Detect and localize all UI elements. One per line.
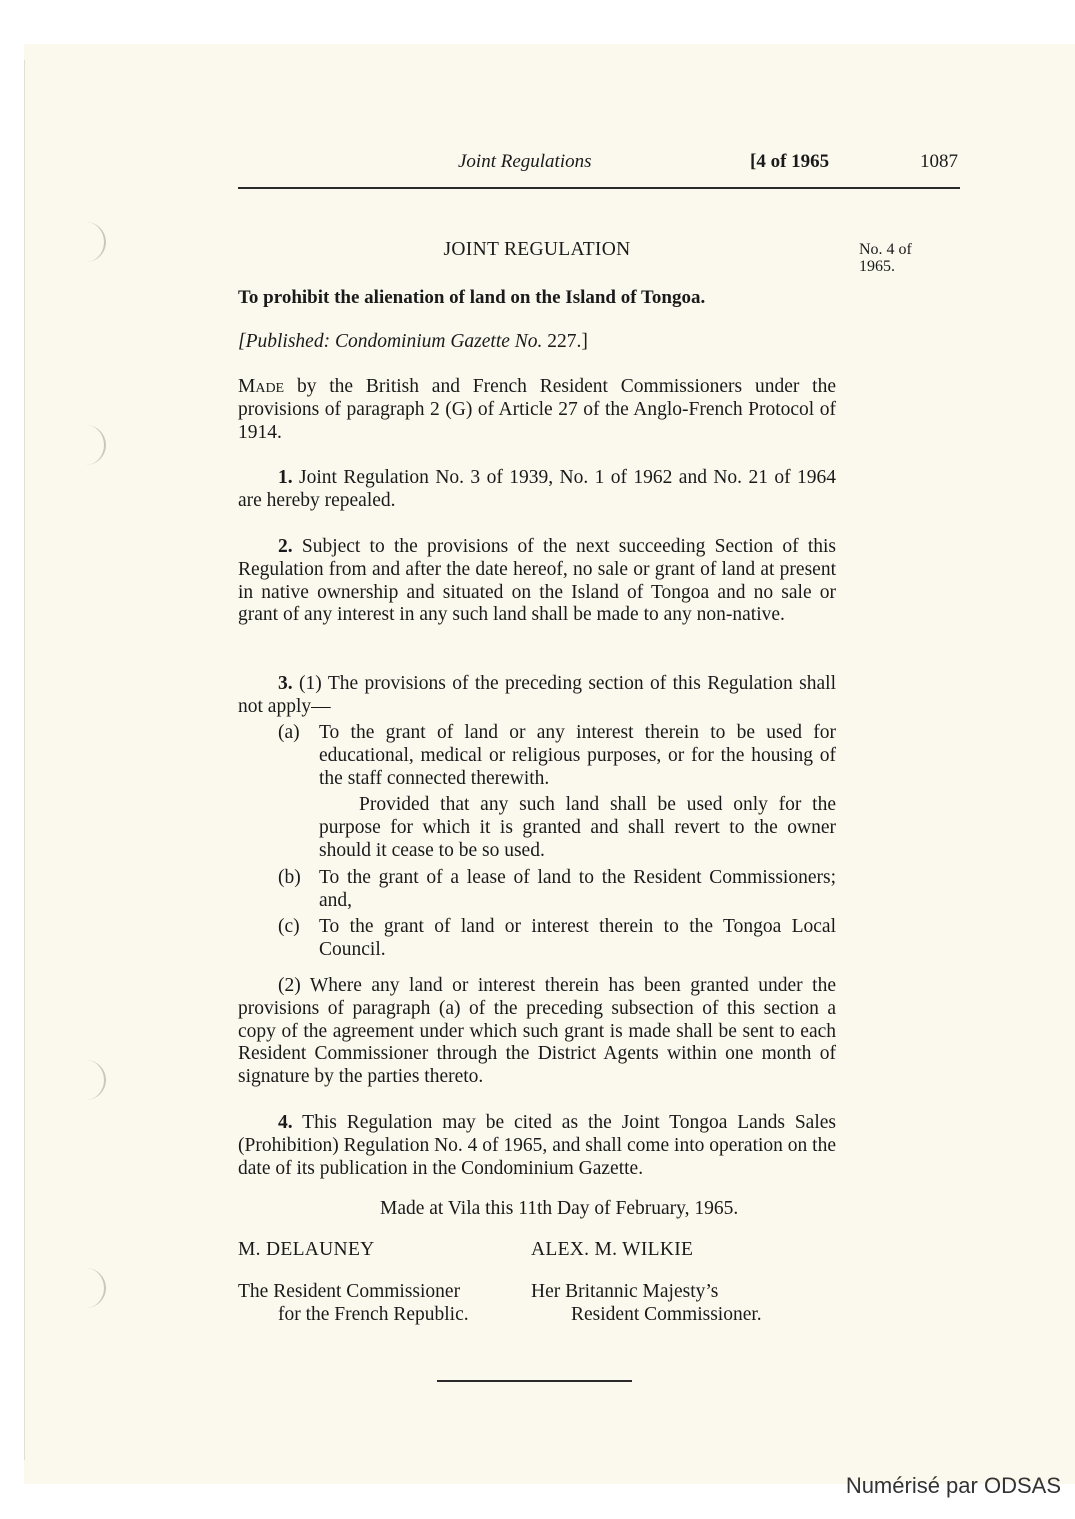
running-title: Joint Regulations: [458, 151, 592, 172]
header-rule: [238, 187, 960, 189]
preamble-text: by the British and French Resident Commissioners under the provisions of paragraph 2 (G) of Article 27 of the Anglo-French Protocol of 1914.: [238, 376, 836, 443]
section-2: [238, 536, 836, 627]
regulation-subtitle: To prohibit the alienation of land on the Island of Tongoa.: [238, 287, 706, 308]
section-3-sub-1-text: (1) The provisions of the preceding section of this Regulation shall not apply—: [238, 673, 836, 717]
signatory-right-name: ALEX. M. WILKIE: [531, 1239, 694, 1260]
margin-note: [859, 241, 912, 275]
section-4-number: 4.: [278, 1112, 293, 1133]
section-3-sub-1: [238, 673, 836, 719]
published-prefix: [Published:: [238, 331, 335, 352]
scan-watermark: Numérisé par ODSAS: [845, 1473, 1061, 1498]
item-b-label: (b): [278, 867, 301, 888]
act-reference: [4 of 1965: [750, 151, 830, 172]
item-c-label: (c): [278, 916, 300, 937]
section-3-number: 3.: [278, 673, 293, 694]
made-word: Made: [238, 376, 285, 397]
section-1-number: 1.: [278, 467, 293, 488]
section-1-text: Joint Regulation No. 3 of 1939, No. 1 of 1962 and No. 21 of 1964 are hereby repealed.: [238, 467, 836, 511]
margin-note-line-2: 1965.: [859, 258, 895, 275]
item-a-label: (a): [278, 722, 300, 743]
section-2-text: Subject to the provisions of the next succeeding Section of this Regulation from and after the date hereof, no sale or grant of land at present in native ownership and situated on the Island of Tongoa and no sale or grant of any interest in any such land shall be made to any non-native.: [238, 536, 836, 626]
page-number: 1087: [920, 151, 958, 172]
signatory-right-title-2: Resident Commissioner.: [571, 1304, 762, 1325]
item-a-proviso: Provided that any such land shall be used only for the purpose for which it is granted and shall revert to the owner should it cease to be so used.: [319, 794, 836, 861]
section-4-text: This Regulation may be cited as the Joint Tongoa Lands Sales (Prohibition) Regulation No. 4 of 1965, and shall come into operation on the date of its publication in the Condominium Gazette.: [238, 1112, 836, 1179]
item-a-text: To the grant of land or any interest therein to be used for educational, medical or religious purposes, or for the housing of the staff connected therewith.: [319, 722, 836, 789]
item-b-text: To the grant of a lease of land to the Resident Commissioners; and,: [319, 867, 836, 911]
item-c-text: To the grant of land or interest therein to the Tongoa Local Council.: [319, 916, 836, 960]
section-4: [238, 1112, 836, 1180]
gazette-number: 227.]: [542, 331, 588, 352]
margin-note-line-1: No. 4 of: [859, 241, 912, 258]
signatory-left-name: M. DELAUNEY: [238, 1239, 375, 1260]
signatory-left-title-2: for the French Republic.: [278, 1304, 469, 1325]
section-2-number: 2.: [278, 536, 293, 557]
made-at-line: Made at Vila this 11th Day of February, 1965.: [380, 1198, 739, 1219]
publication-note: [238, 331, 588, 353]
end-rule: [437, 1380, 632, 1382]
section-3-sub-2: (2) Where any land or interest therein has been granted under the provisions of paragraph (a) of the preceding subsection of this section a copy of the agreement under which such grant is made shall be sent to each Resident Commissioner through the District Agents within one month of signature by the parties thereto.: [238, 975, 836, 1088]
signatory-right-title-1: Her Britannic Majesty’s: [531, 1281, 719, 1302]
paper-edge: [24, 60, 25, 1460]
signatory-left-title-1: The Resident Commissioner: [238, 1281, 461, 1302]
gazette-name: Condominium Gazette No.: [334, 331, 543, 352]
section-1: [238, 467, 836, 513]
preamble: [238, 376, 836, 444]
regulation-title: JOINT REGULATION: [443, 239, 631, 260]
